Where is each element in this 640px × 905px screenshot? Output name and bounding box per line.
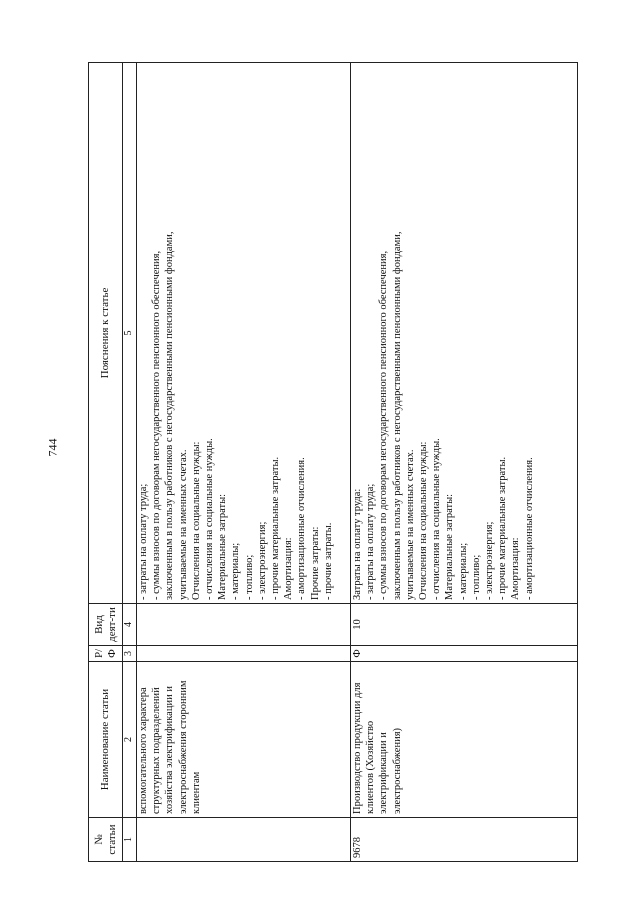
column-number: 1 [123, 818, 137, 862]
explanation-line: - суммы взносов по договорам негосударственного пенсионного обеспечения, [378, 250, 390, 600]
explanation-line: Амортизация: [510, 537, 522, 600]
table-wrapper [88, 62, 578, 862]
header-name: Наименование статьи [89, 662, 123, 818]
column-number: 2 [123, 662, 137, 818]
explanation-line: - отчисления на социальные нужды. [431, 438, 443, 600]
header-explanation: Пояснения к статье [89, 63, 123, 604]
explanation-line: - отчисления на социальные нужды. [204, 438, 216, 600]
explanation-line: - прочие материальные затраты. [270, 456, 282, 600]
articles-table [88, 62, 578, 862]
row-num [137, 818, 351, 862]
explanation-line: - материалы; [457, 542, 469, 600]
header-rf: Р/ Ф [89, 646, 123, 662]
explanation-line: - суммы взносов по договорам негосударственного пенсионного обеспечения, [151, 250, 163, 600]
rotated-table-container [88, 62, 578, 862]
row-explanation [351, 63, 578, 604]
explanation-line: - затраты на оплату труда; [365, 483, 377, 600]
explanation-line: - прочие материальные затраты. [497, 456, 509, 600]
row-num: 9678 [351, 818, 578, 862]
explanation-line: - затраты на оплату труда; [138, 483, 149, 600]
row-type [137, 604, 351, 646]
table-row [137, 63, 351, 862]
explanation-line: Прочие затраты: [309, 526, 321, 600]
explanation-line: учитываемые на именных счетах. [404, 449, 416, 600]
row-type: 10 [351, 604, 578, 646]
row-name: вспомогательного характера структурных подразделений хозяйства электрификации и электроснабжения сторонним клиентам [137, 662, 351, 818]
explanation-line: Затраты на оплату труда: [352, 488, 363, 600]
explanation-line: Материальные затраты: [444, 493, 456, 600]
explanation-line: заключенным в пользу работников с негосударственными пенсионными фондами, [391, 231, 403, 600]
explanation-line: - амортизационные отчисления. [296, 457, 308, 600]
explanation-line: - амортизационные отчисления. [523, 457, 535, 600]
column-number: 3 [123, 646, 137, 662]
column-number: 5 [123, 63, 137, 604]
explanation-line: Материальные затраты: [217, 493, 229, 600]
explanation-line: Отчисления на социальные нужды: [190, 441, 202, 600]
row-rf: Ф [351, 646, 578, 662]
row-name: Производство продукции для клиентов (Хозяйство электрификации и электроснабжения) [351, 662, 578, 818]
explanation-line: - топливо; [470, 554, 482, 600]
column-number-row [123, 63, 137, 862]
explanation-line: заключенным в пользу работников с негосударственными пенсионными фондами, [164, 231, 176, 600]
column-number: 4 [123, 604, 137, 646]
header-row [89, 63, 123, 862]
row-rf [137, 646, 351, 662]
header-type: Вид деят-ти [89, 604, 123, 646]
explanation-line: - электроэнергия; [256, 521, 268, 600]
row-explanation [137, 63, 351, 604]
explanation-line: - электроэнергия; [484, 521, 496, 600]
explanation-line: - прочие затраты. [322, 522, 334, 600]
explanation-line: Отчисления на социальные нужды: [418, 441, 430, 600]
explanation-line: - материалы; [230, 542, 242, 600]
explanation-line: - топливо; [243, 554, 255, 600]
explanation-line: учитываемые на именных счетах. [177, 449, 189, 600]
explanation-line: Амортизация: [283, 537, 295, 600]
table-row [351, 63, 578, 862]
header-num: № статьи [89, 818, 123, 862]
page-number: 744 [45, 438, 60, 457]
